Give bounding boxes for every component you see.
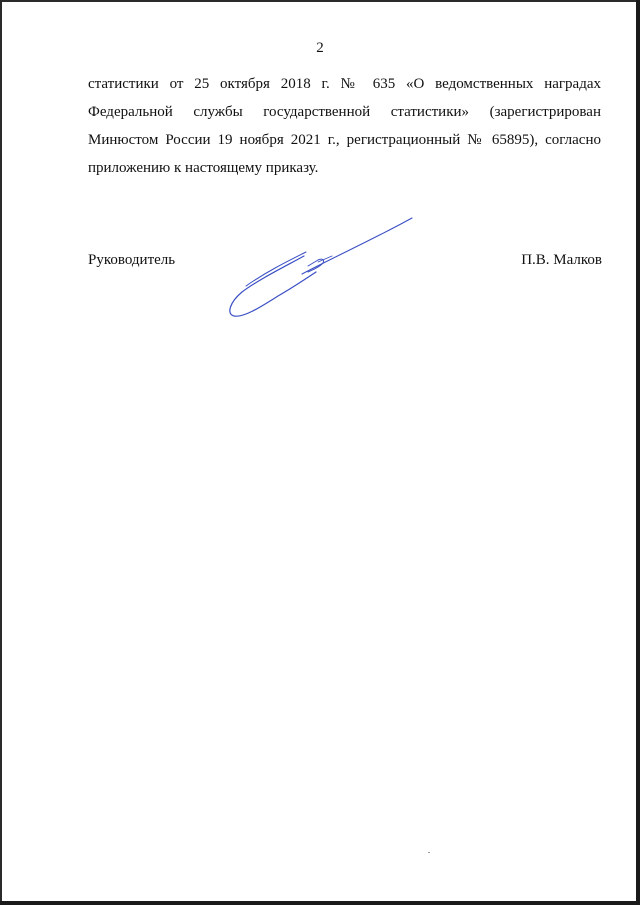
signature-stroke-long xyxy=(302,218,412,274)
body-paragraph xyxy=(88,70,601,182)
signature-stroke-loop xyxy=(230,256,316,316)
paragraph-line-3: Минюстом России 19 ноября 2021 г., регистрационный № 65895), согласно xyxy=(88,132,601,148)
scan-speck xyxy=(428,852,430,853)
paragraph-line-1: статистики от 25 октября 2018 г. № 635 «О ведомственных наградах xyxy=(88,76,601,92)
scan-edge-top xyxy=(0,0,640,2)
scan-edge-left xyxy=(0,0,2,905)
scan-edge-bottom xyxy=(0,901,640,905)
signature-stroke-inner xyxy=(246,252,306,286)
signatory-name: П.В. Малков xyxy=(521,252,602,268)
paragraph-line-4: приложению к настоящему приказу. xyxy=(88,160,319,176)
signatory-position: Руководитель xyxy=(88,252,176,268)
paragraph-line-2: Федеральной службы государственной статистики» (зарегистрирован xyxy=(88,104,601,120)
page-number: 2 xyxy=(316,40,324,56)
scan-edge-right xyxy=(636,0,640,905)
handwritten-signature xyxy=(222,210,422,322)
